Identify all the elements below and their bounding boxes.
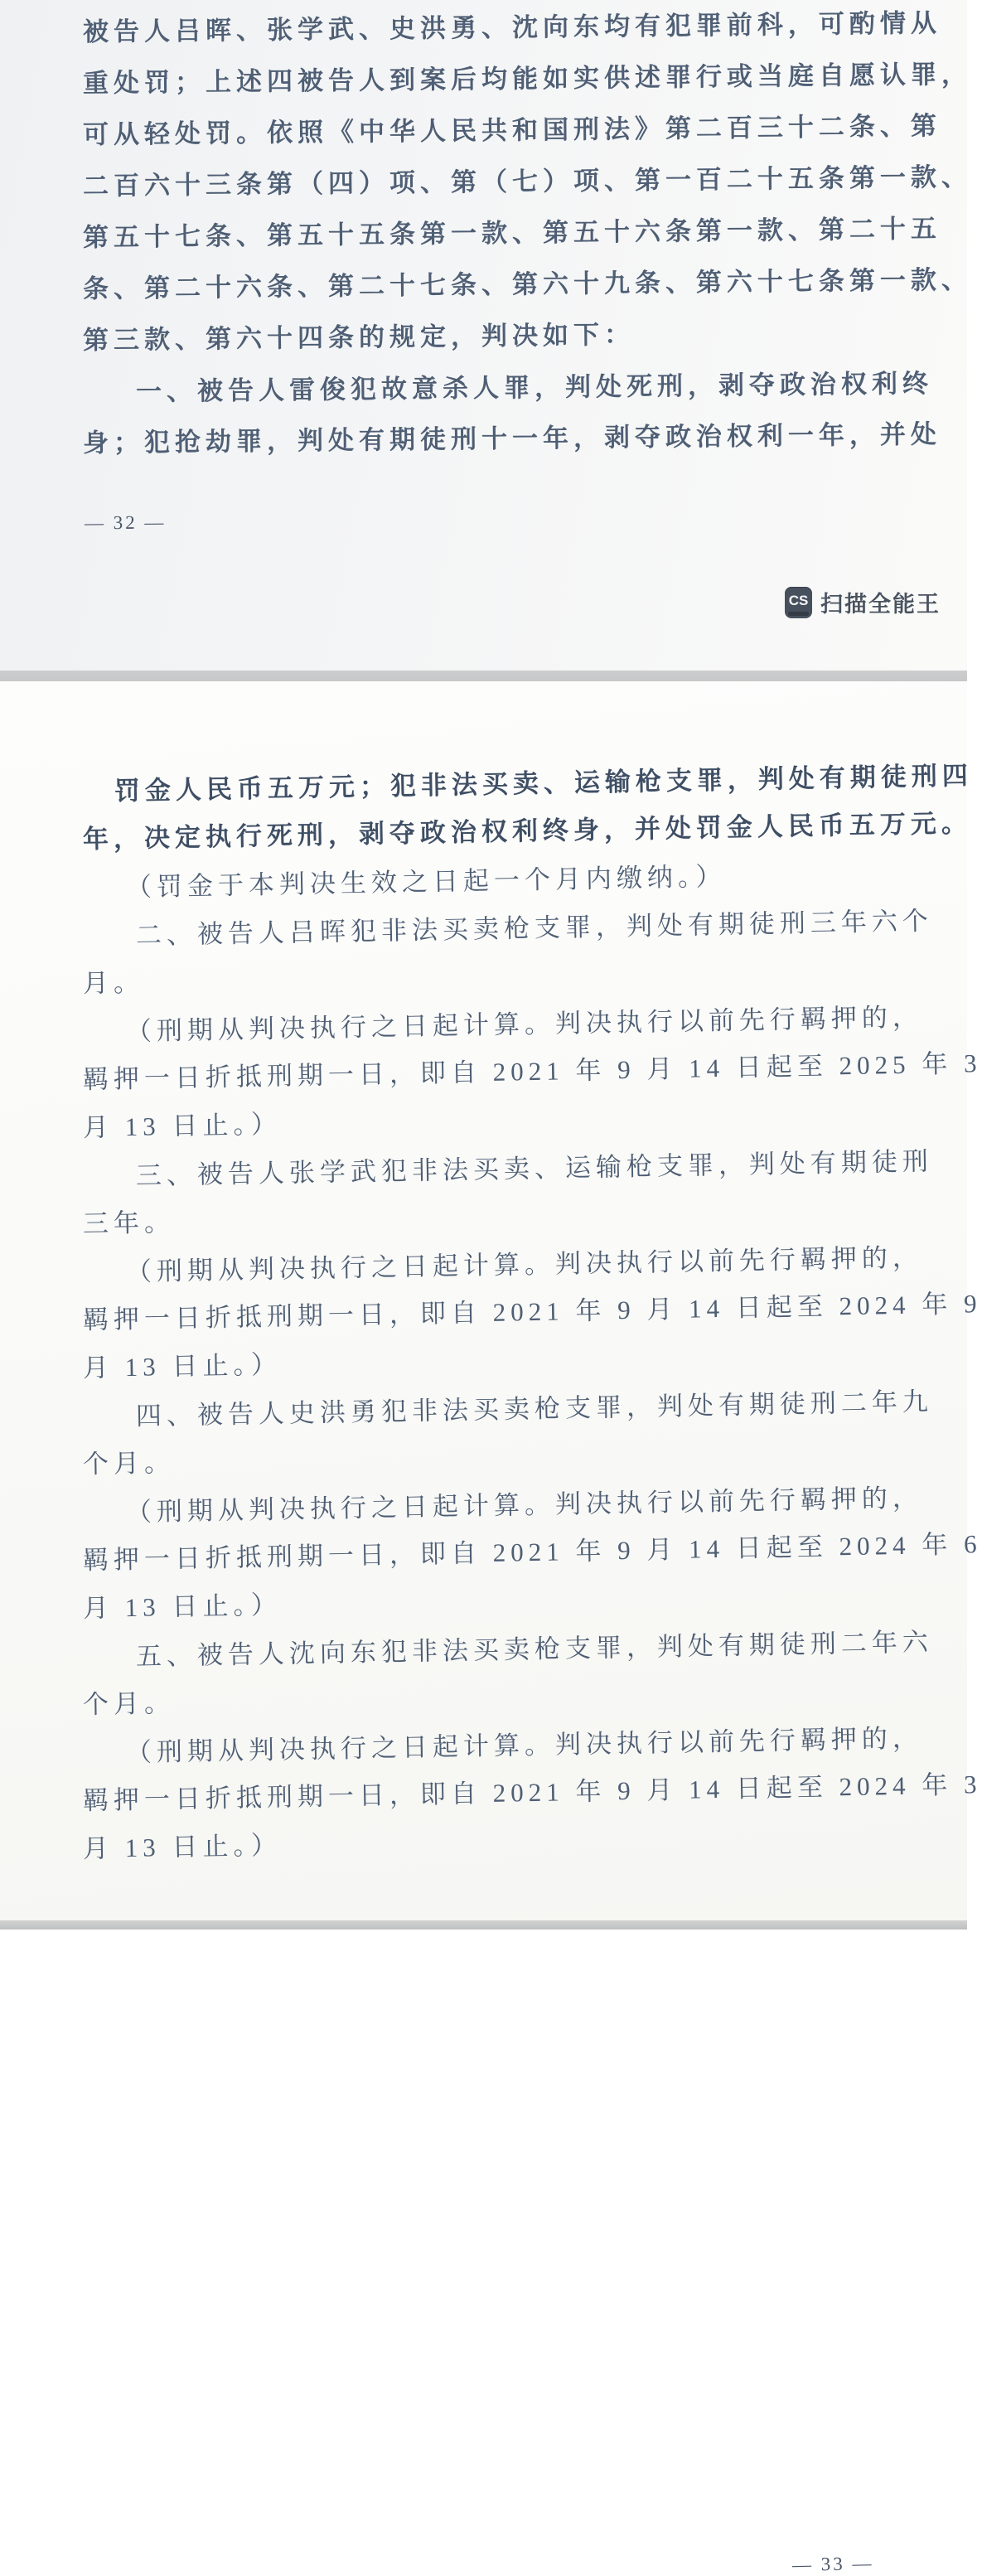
document-line: 个月。: [82, 1687, 176, 1719]
document-line: 五、被告人沈向东犯非法买卖枪支罪，判处有期徒刑二年六: [135, 1627, 934, 1671]
document-line: 月 13 日止。）: [82, 1109, 283, 1142]
document-line: （罚金于本判决生效之日起一个月内缴纳。）: [125, 861, 727, 902]
document-line: 可从轻处罚。依照《中华人民共和国刑法》第二百三十二条、第: [82, 111, 942, 149]
document-line: 羁押一日折抵刑期一日，即自 2021 年 9 月 14 日起至 2024 年 9: [82, 1289, 982, 1334]
page-number-32: — 32 —: [84, 511, 167, 534]
page-gap-divider: [0, 671, 967, 681]
page-33-text-block: [82, 761, 982, 1873]
document-line: 月 13 日止。）: [82, 1830, 283, 1863]
bottom-scan-edge-divider: [0, 1920, 967, 1930]
document-line: （刑期从判决执行之日起计算。判决执行以前先行羁押的，: [125, 1483, 924, 1527]
document-line: 羁押一日折抵刑期一日，即自 2021 年 9 月 14 日起至 2024 年 6: [82, 1529, 982, 1575]
document-line: 羁押一日折抵刑期一日，即自 2021 年 9 月 14 日起至 2024 年 3: [82, 1770, 982, 1815]
scan-page-33: [0, 681, 982, 2576]
camscanner-logo-icon: [785, 587, 812, 618]
document-line: （刑期从判决执行之日起计算。判决执行以前先行羁押的，: [125, 1242, 924, 1286]
document-line: 月。: [82, 967, 145, 998]
document-line: 个月。: [82, 1447, 176, 1479]
document-line: 四、被告人史洪勇犯非法买卖枪支罪，判处有期徒刑二年九: [135, 1387, 934, 1431]
camscanner-app-name: 扫描全能王: [820, 592, 941, 617]
scan-page-32: [0, 0, 973, 671]
document-line: 第三款、第六十四条的规定，判决如下：: [82, 320, 636, 355]
camscanner-badge-label: CS: [788, 593, 809, 608]
document-line: 重处罚；上述四被告人到案后均能如实供述罪行或当庭自愿认罪，: [82, 59, 973, 98]
camscanner-watermark: [785, 586, 941, 618]
document-line: 一、被告人雷俊犯故意杀人罪，判处死刑，剥夺政治权利终: [135, 368, 934, 406]
document-line: 月 13 日止。）: [82, 1349, 283, 1382]
document-line: 年，决定执行死刑，剥夺政治权利终身，并处罚金人民币五万元。: [82, 808, 973, 854]
document-line: 月 13 日止。）: [82, 1590, 283, 1623]
document-line: 羁押一日折抵刑期一日，即自 2021 年 9 月 14 日起至 2025 年 3: [82, 1048, 982, 1094]
document-line: 二百六十三条第（四）项、第（七）项、第一百二十五条第一款、: [82, 162, 973, 201]
document-line: 罚金人民币五万元；犯非法买卖、运输枪支罪，判处有期徒刑四: [114, 761, 974, 806]
document-line: 身；犯抢劫罪，判处有期徒刑十一年，剥夺政治权利一年，并处: [82, 419, 942, 458]
document-line: 二、被告人吕晖犯非法买卖枪支罪，判处有期徒刑三年六个: [135, 906, 934, 950]
document-line: 被告人吕晖、张学武、史洪勇、沈向东均有犯罪前科，可酌情从: [82, 8, 942, 46]
document-line: 三年。: [82, 1207, 176, 1238]
document-line: 三、被告人张学武犯非法买卖、运输枪支罪，判处有期徒刑: [135, 1146, 934, 1190]
document-line: （刑期从判决执行之日起计算。判决执行以前先行羁押的，: [125, 1002, 924, 1046]
document-line: 条、第二十六条、第二十七条、第六十九条、第六十七条第一款、: [82, 264, 973, 303]
document-line: 第五十七条、第五十五条第一款、第五十六条第一款、第二十五: [82, 214, 942, 252]
page-number-33: — 33 —: [791, 2552, 874, 2576]
page-32-text-block: [82, 7, 973, 469]
document-line: （刑期从判决执行之日起计算。判决执行以前先行羁押的，: [125, 1723, 924, 1767]
